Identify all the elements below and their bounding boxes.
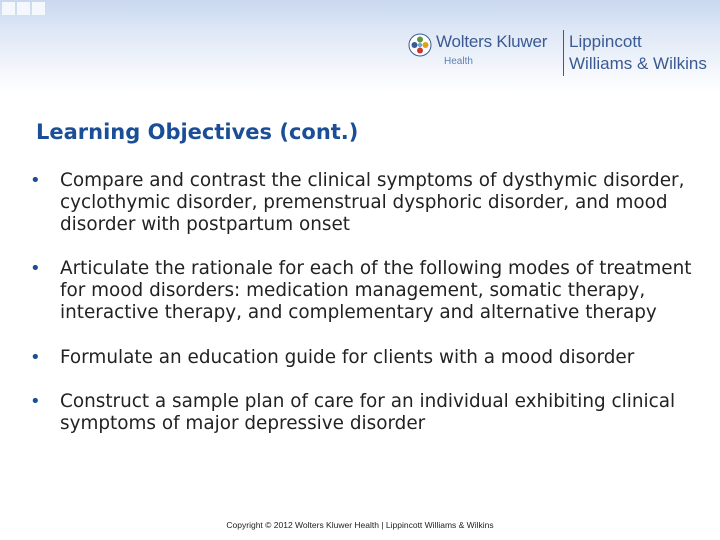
objective-text: Formulate an education guide for clients with a mood disorder (60, 347, 635, 368)
objective-item (30, 258, 710, 324)
bullet-icon: • (30, 391, 41, 412)
objective-item (30, 347, 710, 369)
logo-imprint-line2: Williams & Wilkins (569, 54, 707, 73)
objectives-list (30, 170, 710, 435)
bullet-icon: • (30, 258, 41, 279)
bullet-icon: • (30, 347, 41, 368)
objective-text: Compare and contrast the clinical symptoms of dysthymic disorder, cyclothymic disorder, premenstrual dysphoric disorder, and mood disorder with postpartum onset (60, 170, 685, 235)
copyright-footer: Copyright © 2012 Wolters Kluwer Health | Lippincott Williams & Wilkins (226, 520, 494, 530)
header-decoration (0, 0, 720, 20)
objective-text: Articulate the rationale for each of the following modes of treatment for mood disorders: medication management, somatic therapy, interactive therapy, and complementary and alternative therapy (60, 258, 692, 323)
globe-logo-icon (408, 33, 432, 57)
logo-imprint-line1: Lippincott (569, 32, 642, 51)
bullet-icon: • (30, 170, 41, 191)
logo-company-text: Wolters Kluwer (436, 32, 548, 51)
objective-item (30, 391, 710, 435)
logo-division-text: Health (444, 56, 473, 67)
logo-divider (563, 30, 564, 76)
slide-title: Learning Objectives (cont.) (36, 120, 359, 144)
publisher-logo (408, 30, 718, 80)
objective-text: Construct a sample plan of care for an individual exhibiting clinical symptoms of major depressive disorder (60, 391, 676, 434)
objective-item (30, 170, 710, 236)
